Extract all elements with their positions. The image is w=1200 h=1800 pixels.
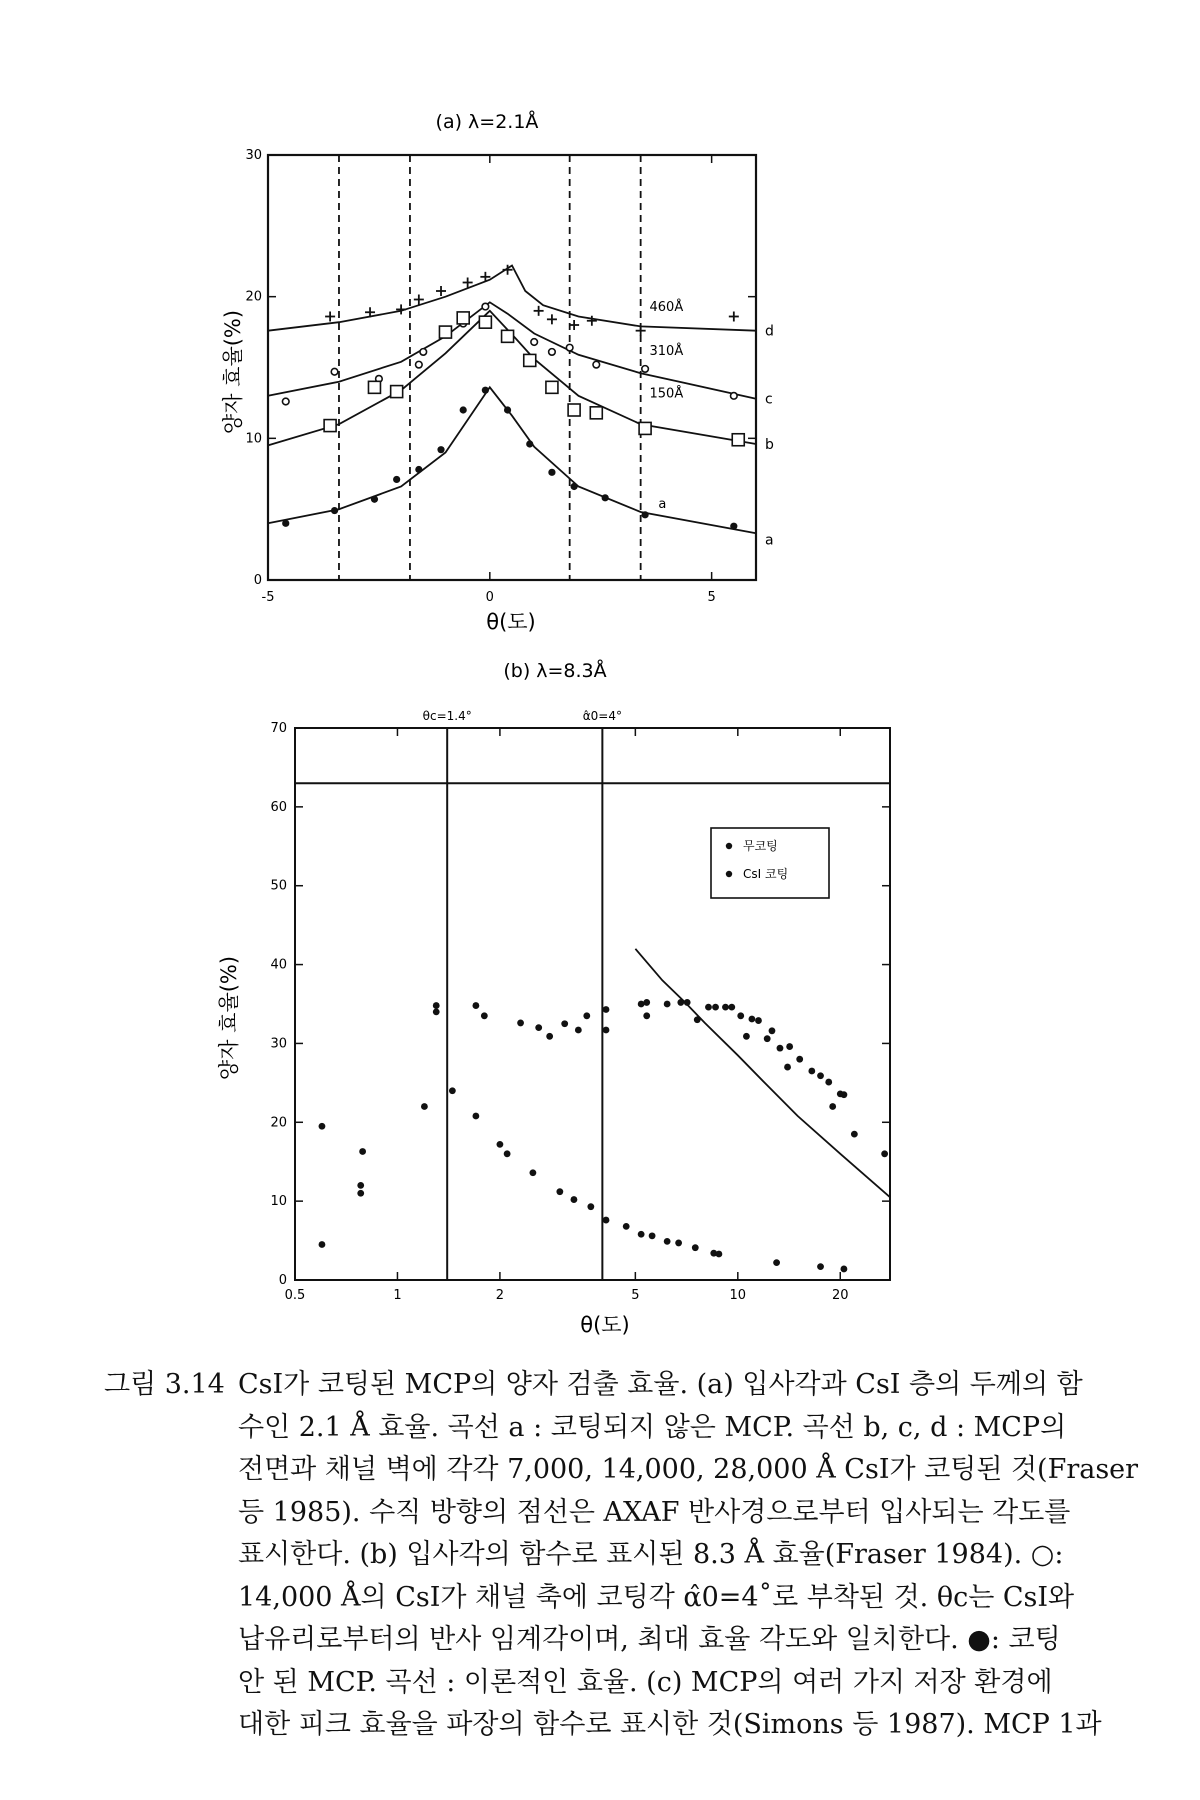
open-square-marker — [391, 386, 403, 398]
curve-label-a: a — [765, 532, 774, 549]
data-point — [638, 1231, 645, 1238]
data-point — [764, 1035, 771, 1042]
data-point — [769, 1027, 776, 1034]
plus-marker — [436, 286, 446, 296]
chart-b-xlabel: θ(도) — [580, 1313, 630, 1337]
data-point — [825, 1079, 832, 1086]
chart-panel-b — [0, 650, 1200, 1354]
y-tick-label: 60 — [270, 799, 287, 815]
curve-annotation-b: 150Å — [649, 386, 684, 402]
data-point — [692, 1244, 699, 1251]
legend-marker — [726, 871, 732, 877]
chart-a-ylabel: 양자 효율(%) — [221, 309, 245, 435]
curve-annotation-d: 460Å — [649, 300, 684, 316]
caption-line: 표시한다. (b) 입사각의 함수로 표시된 8.3 Å 효율(Fraser 1984). ○: — [238, 1539, 1064, 1570]
x-tick-label: -5 — [261, 590, 275, 605]
plus-marker — [729, 312, 739, 322]
data-point — [728, 1004, 735, 1011]
y-tick-label: 50 — [270, 878, 287, 894]
data-point — [722, 1004, 729, 1011]
open-circle-marker — [642, 366, 649, 373]
filled-circle-marker — [460, 406, 467, 413]
caption-line: 14,000 Å의 CsI가 채널 축에 코팅각 α̂0=4˚로 부착된 것. θc는 CsI와 — [238, 1581, 1075, 1613]
data-point — [535, 1024, 542, 1031]
data-point — [684, 999, 691, 1006]
curve-annotation-c: 310Å — [649, 344, 684, 359]
open-square-marker — [546, 381, 558, 393]
data-point — [712, 1004, 719, 1011]
vline-label: α̂0=4° — [582, 709, 622, 723]
chart-a-title: (a) λ=2.1Å — [435, 111, 539, 133]
data-point — [675, 1240, 682, 1247]
x-tick-label: 0.5 — [284, 1288, 306, 1303]
data-point — [748, 1016, 755, 1023]
chart-a-xlabel: θ(도) — [486, 610, 536, 634]
vline-label: θc=1.4° — [422, 709, 472, 723]
chart-b-ylabel: 양자 효율(%) — [217, 955, 241, 1081]
data-point — [705, 1004, 712, 1011]
data-point — [737, 1012, 744, 1019]
open-circle-marker — [531, 339, 538, 346]
filled-circle-marker — [504, 406, 511, 413]
data-point — [357, 1182, 364, 1189]
data-point — [643, 1012, 650, 1019]
data-point — [556, 1188, 563, 1195]
open-circle-marker — [566, 344, 573, 351]
data-point — [755, 1017, 762, 1024]
open-square-marker — [524, 354, 536, 366]
caption-line: 전면과 채널 벽에 각각 7,000, 14,000, 28,000 Å CsI가 코팅된 것(Fraser — [238, 1454, 1139, 1485]
y-tick-label: 30 — [245, 148, 262, 163]
data-point — [497, 1141, 504, 1148]
legend-label: 무코팅 — [743, 839, 778, 853]
data-point — [677, 999, 684, 1006]
data-point — [716, 1251, 723, 1258]
open-circle-marker — [282, 398, 289, 405]
filled-circle-marker — [437, 446, 444, 453]
data-point — [529, 1169, 536, 1176]
data-point — [603, 1006, 610, 1013]
data-point — [664, 1238, 671, 1245]
curve-annotation-a: a — [658, 497, 667, 512]
curve-label-c: c — [765, 391, 773, 408]
plus-marker — [547, 314, 557, 324]
caption-line: 납유리로부터의 반사 임계각이며, 최대 효율 각도와 일치한다. ●: 코팅 — [238, 1624, 1061, 1655]
caption-line: 등 1985). 수직 방향의 점선은 AXAF 반사경으로부터 입사되는 각도를 — [238, 1496, 1071, 1528]
data-point — [481, 1012, 488, 1019]
figure-label: 그림 3.14 — [104, 1369, 225, 1400]
data-point — [433, 1008, 440, 1015]
x-tick-label: 10 — [729, 1288, 747, 1303]
curve-label-d: d — [765, 323, 774, 340]
y-tick-label: 30 — [270, 1036, 287, 1052]
open-circle-marker — [731, 393, 738, 400]
x-tick-label: 20 — [831, 1288, 849, 1303]
caption-line: 안 된 MCP. 곡선 : 이론적인 효율. (c) MCP의 여러 가지 저장 환경에 — [238, 1666, 1053, 1698]
data-point — [575, 1027, 582, 1034]
curve-d — [268, 266, 756, 331]
chart-b-svg — [0, 650, 1200, 1350]
caption-line: 수인 2.1 Å 효율. 곡선 a : 코팅되지 않은 MCP. 곡선 b, c, d : MCP의 — [238, 1411, 1067, 1443]
chart-a-frame — [268, 155, 756, 580]
filled-circle-marker — [548, 469, 555, 476]
open-square-marker — [639, 422, 651, 434]
data-point — [743, 1033, 750, 1040]
plus-marker — [414, 295, 424, 305]
x-tick-label: 0 — [485, 590, 494, 605]
open-square-marker — [457, 312, 469, 324]
chart-panel-a — [0, 0, 1200, 654]
plus-marker — [534, 306, 544, 316]
theory-curve — [635, 949, 890, 1197]
filled-circle-marker — [526, 440, 533, 447]
data-point — [603, 1217, 610, 1224]
open-circle-marker — [420, 349, 427, 356]
chart-a-svg — [0, 0, 1200, 650]
caption-line: 대한 피크 효율을 파장의 함수로 표시한 것(Simons 등 1987). MCP 1과 — [238, 1709, 1102, 1740]
data-point — [421, 1103, 428, 1110]
plus-marker — [325, 312, 335, 322]
filled-circle-marker — [602, 494, 609, 501]
x-tick-label: 2 — [495, 1288, 505, 1303]
chart-b-title: (b) λ=8.3Å — [503, 660, 607, 682]
figure-caption-text — [238, 1364, 1139, 1747]
filled-circle-marker — [482, 387, 489, 394]
curve-a — [268, 387, 756, 533]
data-point — [808, 1068, 815, 1075]
data-point — [319, 1123, 326, 1130]
data-point — [841, 1091, 848, 1098]
open-square-marker — [479, 316, 491, 328]
open-square-marker — [502, 330, 514, 342]
filled-circle-marker — [641, 511, 648, 518]
x-tick-label: 1 — [393, 1288, 402, 1303]
y-tick-label: 40 — [270, 957, 287, 973]
data-point — [796, 1056, 803, 1063]
caption-line: CsI가 코팅된 MCP의 양자 검출 효율. (a) 입사각과 CsI 층의 두께의 함 — [238, 1369, 1083, 1400]
data-point — [433, 1002, 440, 1009]
open-square-marker — [732, 434, 744, 446]
y-tick-label: 10 — [245, 431, 262, 447]
data-point — [817, 1263, 824, 1270]
data-point — [517, 1020, 524, 1027]
data-point — [694, 1016, 701, 1023]
open-square-marker — [324, 420, 336, 432]
data-point — [623, 1223, 630, 1230]
data-point — [504, 1150, 511, 1157]
y-tick-label: 70 — [270, 721, 287, 736]
data-point — [587, 1203, 594, 1210]
filled-circle-marker — [331, 507, 338, 514]
legend-label: CsI 코팅 — [743, 867, 789, 881]
data-point — [841, 1266, 848, 1273]
filled-circle-marker — [282, 520, 289, 527]
plus-marker — [396, 304, 406, 314]
data-point — [359, 1148, 366, 1155]
legend-marker — [726, 843, 732, 849]
open-square-marker — [439, 326, 451, 338]
plus-marker — [569, 320, 579, 330]
data-point — [786, 1043, 793, 1050]
x-tick-label: 5 — [631, 1288, 640, 1303]
data-point — [546, 1033, 553, 1040]
open-circle-marker — [549, 349, 556, 356]
filled-circle-marker — [393, 476, 400, 483]
data-point — [643, 999, 650, 1006]
curve-label-b: b — [765, 437, 774, 453]
open-square-marker — [368, 381, 380, 393]
open-square-marker — [590, 407, 602, 419]
data-point — [777, 1045, 784, 1052]
filled-circle-marker — [730, 523, 737, 530]
y-tick-label: 10 — [270, 1194, 287, 1210]
data-point — [571, 1196, 578, 1203]
data-point — [829, 1103, 836, 1110]
filled-circle-marker — [571, 483, 578, 490]
data-point — [603, 1027, 610, 1034]
y-tick-label: 0 — [253, 573, 262, 588]
data-point — [784, 1064, 791, 1071]
data-point — [649, 1232, 656, 1239]
open-circle-marker — [593, 361, 600, 368]
data-point — [583, 1012, 590, 1019]
x-tick-label: 5 — [707, 590, 716, 605]
data-point — [319, 1241, 326, 1248]
data-point — [561, 1020, 568, 1027]
data-point — [773, 1259, 780, 1266]
data-point — [664, 1001, 671, 1008]
open-circle-marker — [331, 368, 338, 375]
filled-circle-marker — [371, 496, 378, 503]
data-point — [881, 1150, 888, 1157]
y-tick-label: 0 — [278, 1273, 287, 1288]
figure-caption — [104, 1364, 1139, 1747]
data-point — [817, 1072, 824, 1079]
filled-circle-marker — [415, 466, 422, 473]
data-point — [851, 1131, 858, 1138]
data-point — [357, 1190, 364, 1197]
data-point — [472, 1113, 479, 1120]
data-point — [472, 1002, 479, 1009]
open-circle-marker — [416, 361, 423, 368]
y-tick-label: 20 — [270, 1115, 287, 1131]
data-point — [449, 1087, 456, 1094]
chart-b-plot-area — [295, 728, 890, 1280]
open-square-marker — [568, 404, 580, 416]
y-tick-label: 20 — [245, 289, 262, 305]
open-circle-marker — [482, 303, 489, 310]
